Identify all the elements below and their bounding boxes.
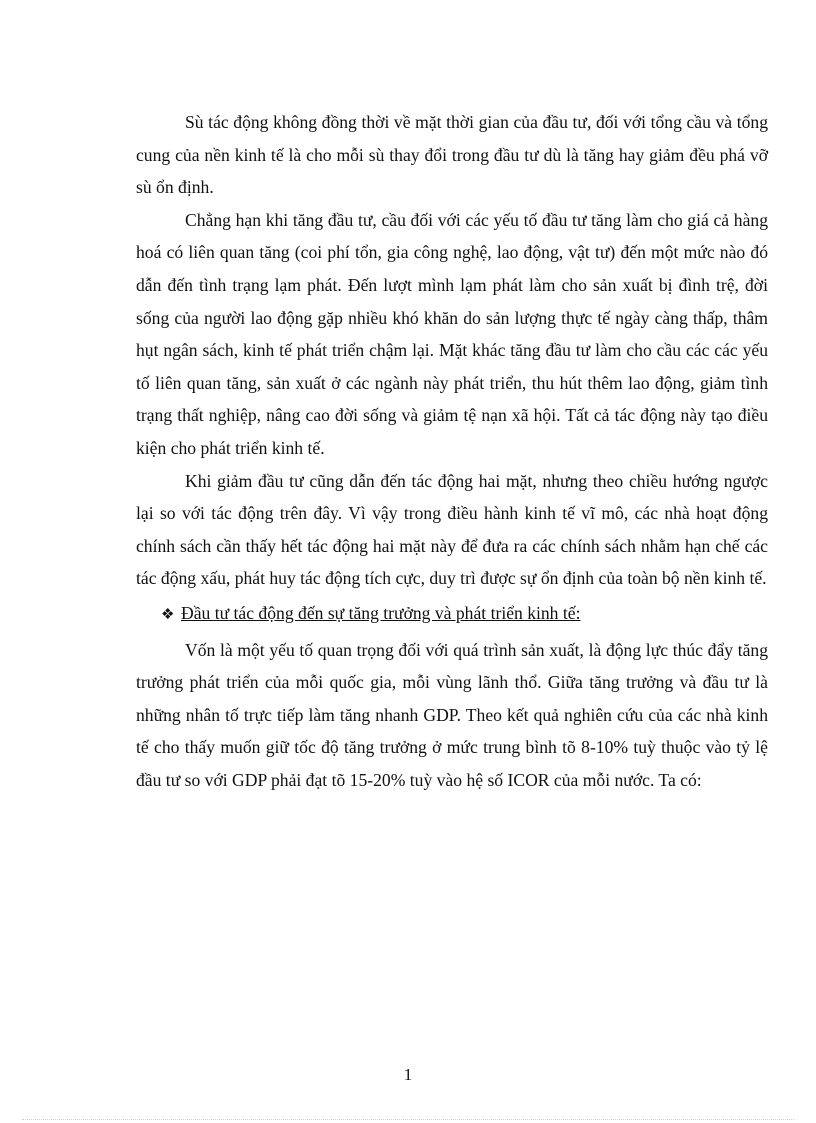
paragraph-4: Vốn là một yếu tố quan trọng đối với quá trình sản xuất, là động lực thúc đẩy tăng trưởng phát triển của mỗi quốc gia, mỗi vùng lãnh thổ. Giữa tăng trưởng và đầu tư là những nhân tố trực tiếp làm tăng nhanh GDP. Theo kết quả nghiên cứu của các nhà kinh tế cho thấy muốn giữ tốc độ tăng trưởng ở mức trung bình tõ 8-10% tuỳ thuộc vào tỷ lệ đầu tư so với GDP phải đạt tõ 15-20% tuỳ vào hệ số ICOR của mỗi nước. Ta có:: [136, 639, 768, 790]
section-heading: [161, 597, 768, 632]
diamond-bullet-icon: ❖: [161, 606, 175, 623]
section-heading-text: Đầu tư tác động đến sự tăng trưởng và phát triển kinh tế:: [181, 602, 581, 623]
page-bottom-divider: [22, 1119, 794, 1120]
paragraph-1: Sù tác động không đồng thời về mặt thời gian của đầu tư, đối với tổng cầu và tổng cung của nền kinh tế là cho mỗi sù thay đổi trong đầu tư dù là tăng hay giảm đều phá vỡ sù ổn định.: [136, 112, 768, 198]
paragraph-3: Khi giảm đầu tư cũng dẫn đến tác động hai mặt, nhưng theo chiều hướng ngược lại so với tác động trên đây. Vì vậy trong điều hành kinh tế vĩ mô, các nhà hoạt động chính sách cần thấy hết tác động hai mặt này để đưa ra các chính sách nhằm hạn chế các tác động xấu, phát huy tác động tích cực, duy trì được sự ổn định của toàn bộ nền kinh tế.: [136, 470, 768, 589]
paragraph-2: Chẳng hạn khi tăng đầu tư, cầu đối với các yếu tố đầu tư tăng làm cho giá cả hàng hoá có liên quan tăng (coi phí tổn, gia công nghệ, lao động, vật tư) đến một mức nào đó dẫn đến tình trạng lạm phát. Đến lượt mình lạm phát làm cho sản xuất bị đình trệ, đời sống của người lao động gặp nhiều khó khăn do sản lượng thực tế ngày càng thấp, thâm hụt ngân sách, kinh tế phát triển chậm lại. Mặt khác tăng đầu tư làm cho cầu các các yếu tố liên quan tăng, sản xuất ở các ngành này phát triển, thu hút thêm lao động, giảm tình trạng thất nghiệp, nâng cao đời sống và giảm tệ nạn xã hội. Tất cả tác động này tạo điều kiện cho phát triển kinh tế.: [136, 209, 768, 458]
document-body: [136, 106, 768, 796]
page-number: 1: [403, 1065, 413, 1084]
